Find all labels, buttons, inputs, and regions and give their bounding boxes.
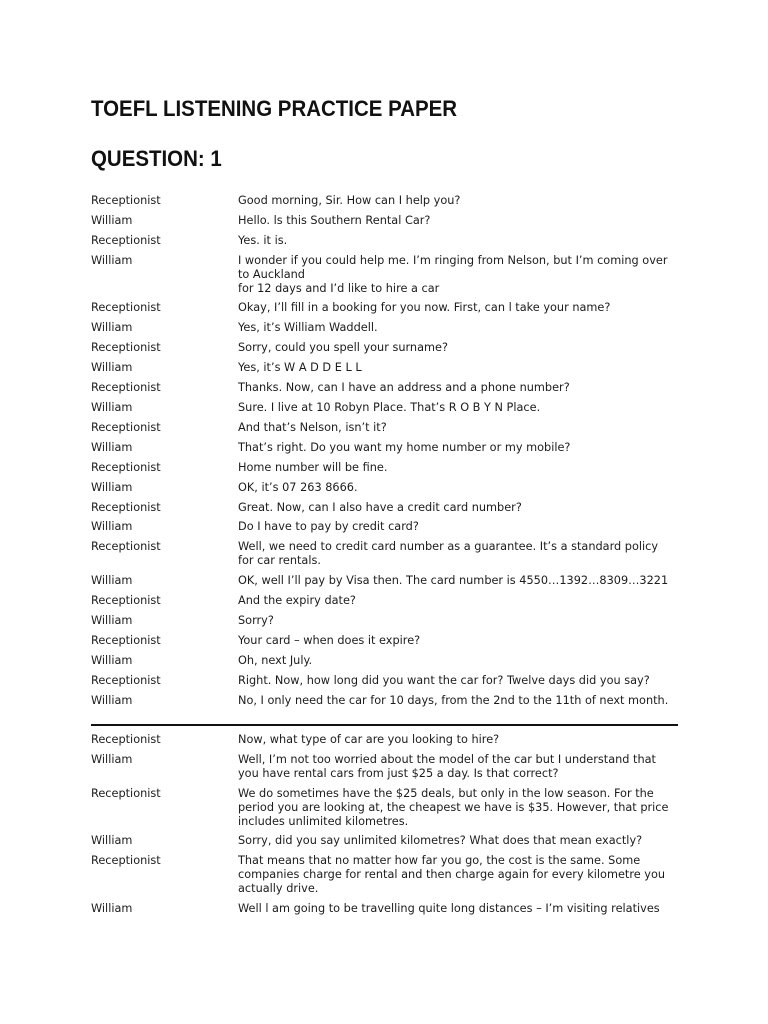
dialogue-line: And the expiry date? [238, 594, 356, 608]
dialogue-row [91, 501, 681, 515]
speaker-label: Receptionist [91, 594, 161, 608]
speaker-label: Receptionist [91, 540, 161, 554]
dialogue-line: Right. Now, how long did you want the car for? Twelve days did you say? [238, 673, 650, 687]
dialogue-row [91, 902, 681, 916]
dialogue-line: Yes, it’s William Waddell. [238, 321, 378, 335]
speaker-label: Receptionist [91, 233, 161, 247]
dialogue-section-2 [91, 733, 681, 916]
dialogue-line: That’s right. Do you want my home number or my mobile? [238, 440, 571, 454]
speaker-label: William [91, 653, 133, 667]
dialogue-row [91, 520, 681, 534]
dialogue-row [91, 787, 681, 829]
dialogue-line: That means that no matter how far you go, the cost is the same. Some companies charge for rental and then charge again for every kilometre you actually drive. [238, 854, 666, 896]
dialogue-row [91, 321, 681, 335]
dialogue-row [91, 421, 681, 435]
dialogue-line: Well, I’m not too worried about the model of the car but I understand that you have rental cars from just $25 a day. Is that correct? [238, 752, 656, 780]
dialogue-line: Sure. I live at 10 Robyn Place. That’s R O B Y N Place. [238, 400, 541, 414]
dialogue-line: Oh, next July. [238, 653, 313, 667]
dialogue-line: Home number will be fine. [238, 460, 388, 474]
dialogue-line: Yes, it’s W A D D E L L [238, 361, 362, 375]
speaker-label: William [91, 834, 133, 848]
dialogue-row [91, 753, 681, 781]
dialogue-row [91, 854, 681, 896]
speaker-label: William [91, 574, 133, 588]
dialogue-row [91, 834, 681, 848]
speaker-label: Receptionist [91, 786, 161, 800]
dialogue-line: Your card – when does it expire? [238, 633, 421, 647]
dialogue-line: Sorry? [238, 613, 274, 627]
dialogue-line: Thanks. Now, can I have an address and a phone number? [238, 381, 570, 395]
dialogue-line: Yes. it is. [238, 233, 288, 247]
speaker-label: Receptionist [91, 673, 161, 687]
dialogue-row [91, 461, 681, 475]
dialogue-line: Okay, I’ll fill in a booking for you now. First, can l take your name? [238, 301, 611, 315]
speaker-label: Receptionist [91, 341, 161, 355]
dialogue-line: OK, well I’ll pay by Visa then. The card number is 4550…1392…8309…3221 [238, 574, 669, 588]
dialogue-row [91, 194, 681, 208]
dialogue-line: OK, it’s 07 263 8666. [238, 480, 358, 494]
speaker-label: William [91, 613, 133, 627]
dialogue-row [91, 733, 681, 747]
dialogue-row [91, 594, 681, 608]
speaker-label: William [91, 480, 133, 494]
dialogue-row [91, 401, 681, 415]
question-heading: QUESTION: 1 [91, 146, 222, 171]
dialogue-line: Now, what type of car are you looking to hire? [238, 733, 500, 746]
speaker-label: William [91, 440, 133, 454]
speaker-label: Receptionist [91, 733, 161, 746]
speaker-label: William [91, 321, 133, 335]
dialogue-row [91, 634, 681, 648]
speaker-label: Receptionist [91, 500, 161, 514]
speaker-label: William [91, 902, 133, 916]
dialogue-row [91, 214, 681, 228]
dialogue-line: Good morning, Sir. How can I help you? [238, 194, 461, 207]
dialogue-row [91, 381, 681, 395]
dialogue-row [91, 254, 681, 296]
dialogue-line: Well l am going to be travelling quite long distances – I’m visiting relatives [238, 902, 660, 916]
dialogue-row [91, 361, 681, 375]
dialogue-line: Sorry, did you say unlimited kilometres? What does that mean exactly? [238, 834, 643, 848]
speaker-label: William [91, 253, 133, 267]
dialogue-row [91, 234, 681, 248]
dialogue-line: Sorry, could you spell your surname? [238, 341, 448, 355]
speaker-label: Receptionist [91, 194, 161, 207]
dialogue-row [91, 654, 681, 668]
dialogue-line: Great. Now, can I also have a credit card number? [238, 500, 522, 514]
dialogue-line: I wonder if you could help me. I’m ringing from Nelson, but I’m coming over to Auckland for 12 days and I’d like to hire a car [238, 253, 668, 295]
dialogue-row [91, 481, 681, 495]
speaker-label: Receptionist [91, 381, 161, 395]
section-divider [91, 724, 678, 726]
speaker-label: Receptionist [91, 854, 161, 868]
dialogue-row [91, 441, 681, 455]
dialogue-line: No, I only need the car for 10 days, from the 2nd to the 11th of next month. [238, 693, 669, 707]
dialogue-section-1 [91, 194, 681, 707]
speaker-label: Receptionist [91, 301, 161, 315]
dialogue-line: And that’s Nelson, isn’t it? [238, 420, 387, 434]
dialogue-line: Do I have to pay by credit card? [238, 520, 419, 534]
speaker-label: Receptionist [91, 460, 161, 474]
speaker-label: William [91, 752, 133, 766]
dialogue-line: Hello. ls this Southern Rental Car? [238, 213, 431, 227]
dialogue-row [91, 540, 681, 568]
dialogue-row [91, 341, 681, 355]
dialogue-row [91, 614, 681, 628]
speaker-label: William [91, 520, 133, 534]
dialogue-row [91, 574, 681, 588]
dialogue-line: We do sometimes have the $25 deals, but only in the low season. For the period you are looking at, the cheapest we have is $35. However, that price includes unlimited kilometres. [238, 786, 669, 828]
speaker-label: Receptionist [91, 420, 161, 434]
dialogue-line: Well, we need to credit card number as a guarantee. It’s a standard policy for car rentals. [238, 540, 659, 568]
speaker-label: William [91, 361, 133, 375]
page-title: TOEFL LISTENING PRACTICE PAPER [91, 96, 458, 121]
dialogue-row [91, 694, 681, 708]
dialogue-row [91, 301, 681, 315]
dialogue-row [91, 674, 681, 688]
speaker-label: William [91, 693, 133, 707]
speaker-label: Receptionist [91, 633, 161, 647]
speaker-label: William [91, 400, 133, 414]
speaker-label: William [91, 213, 133, 227]
